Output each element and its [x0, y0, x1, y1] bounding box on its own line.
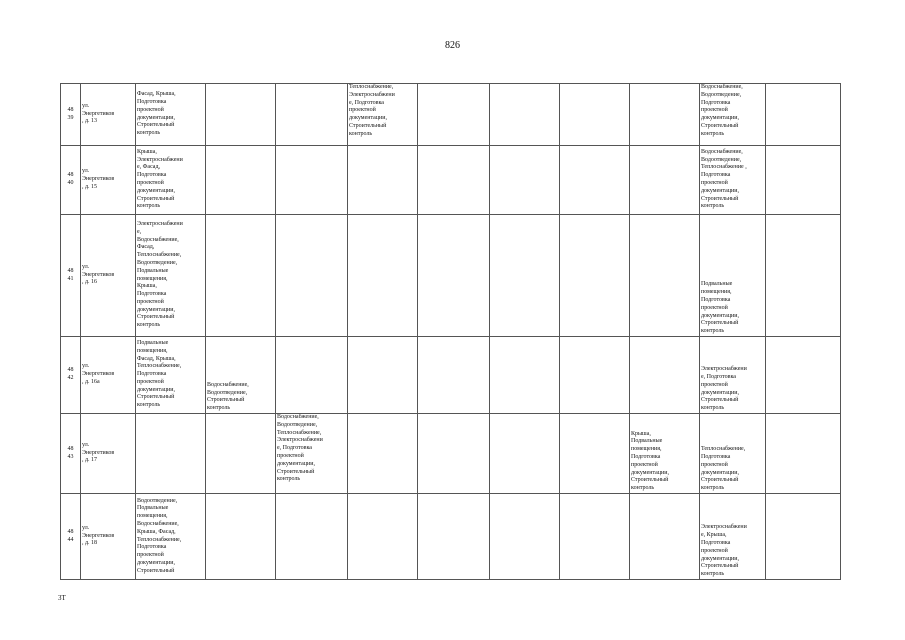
work-cell [418, 146, 490, 215]
work-cell [560, 84, 630, 146]
work-cell: Водоотведение, Подвальные помещения, Водоснабжение, Крыша, Фасад, Теплоснабжение, Подготовка проектной документации, Строительный [136, 494, 206, 580]
work-cell [276, 494, 348, 580]
work-cell [630, 146, 700, 215]
work-cell [766, 337, 841, 414]
work-cell [560, 414, 630, 494]
work-cell [418, 215, 490, 337]
work-cell [206, 215, 276, 337]
row-number: 48 42 [61, 337, 81, 414]
work-cell [490, 215, 560, 337]
work-cell [206, 146, 276, 215]
table-row [61, 494, 841, 580]
work-cell [418, 414, 490, 494]
row-number: 48 41 [61, 215, 81, 337]
work-cell [276, 146, 348, 215]
work-cell: Теплоснабжение, Электроснабжени е, Подготовка проектной документации, Строительный контроль [348, 84, 418, 146]
work-cell [630, 494, 700, 580]
work-cell: Крыша, Электроснабжени е, Фасад, Подготовка проектной документации, Строительный контроль [136, 146, 206, 215]
work-cell [276, 337, 348, 414]
work-cell [490, 84, 560, 146]
row-number: 48 44 [61, 494, 81, 580]
row-number: 48 39 [61, 84, 81, 146]
work-cell [490, 414, 560, 494]
work-cell [136, 414, 206, 494]
work-cell: Крыша, Подвальные помещения, Подготовка проектной документации, Строительный контроль [630, 414, 700, 494]
work-cell [206, 84, 276, 146]
work-cell [630, 337, 700, 414]
page-number: 826 [445, 40, 460, 51]
table-row [61, 414, 841, 494]
work-cell [560, 146, 630, 215]
work-cell [490, 146, 560, 215]
work-cell [766, 414, 841, 494]
address-cell: ул. Энергетиков , д. 18 [81, 494, 136, 580]
address-cell: ул. Энергетиков , д. 13 [81, 84, 136, 146]
work-cell [418, 84, 490, 146]
work-cell: Электроснабжени е, Крыша, Подготовка проектной документации, Строительный контроль [700, 494, 766, 580]
work-cell: Подвальные помещения, Фасад, Крыша, Теплоснабжение, Подготовка проектной документации, Строительный контроль [136, 337, 206, 414]
work-cell: Электроснабжени е, Водоснабжение, Фасад, Теплоснабжение, Водоотведение, Подвальные помещения, Крыша, Подготовка проектной документации, Строительный контроль [136, 215, 206, 337]
row-number: 48 43 [61, 414, 81, 494]
address-cell: ул. Энергетиков , д. 15 [81, 146, 136, 215]
work-cell [206, 494, 276, 580]
work-cell [206, 414, 276, 494]
work-cell [560, 215, 630, 337]
work-cell [348, 337, 418, 414]
footer-mark: 3Т [58, 594, 66, 602]
table-row [61, 337, 841, 414]
table-row [61, 84, 841, 146]
table-row [61, 146, 841, 215]
table-row [61, 215, 841, 337]
work-cell: Электроснабжени е, Подготовка проектной документации, Строительный контроль [700, 337, 766, 414]
work-cell [560, 337, 630, 414]
work-cell [348, 146, 418, 215]
work-cell [276, 215, 348, 337]
work-cell [348, 215, 418, 337]
work-cell [348, 494, 418, 580]
work-cell [276, 84, 348, 146]
work-cell [560, 494, 630, 580]
work-cell [418, 337, 490, 414]
work-cell [766, 84, 841, 146]
work-cell [766, 215, 841, 337]
work-cell [766, 494, 841, 580]
row-number: 48 40 [61, 146, 81, 215]
work-cell: Водоснабжение, Водоотведение, Теплоснабжение , Подготовка проектной документации, Строительный контроль [700, 146, 766, 215]
work-cell [766, 146, 841, 215]
work-cell [630, 215, 700, 337]
address-cell: ул. Энергетиков , д. 16 [81, 215, 136, 337]
work-cell [348, 414, 418, 494]
work-cell: Водоснабжение, Водоотведение, Подготовка проектной документации, Строительный контроль [700, 84, 766, 146]
address-cell: ул. Энергетиков , д. 16а [81, 337, 136, 414]
address-cell: ул. Энергетиков , д. 17 [81, 414, 136, 494]
work-cell: Подвальные помещения, Подготовка проектной документации, Строительный контроль [700, 215, 766, 337]
work-cell: Теплоснабжение, Подготовка проектной документации, Строительный контроль [700, 414, 766, 494]
work-cell [490, 494, 560, 580]
works-table [60, 83, 841, 580]
work-cell: Водоснабжение, Водоотведение, Теплоснабжение, Электроснабжени е, Подготовка проектной документации, Строительный контроль [276, 414, 348, 494]
work-cell [418, 494, 490, 580]
work-cell: Фасад, Крыша, Подготовка проектной документации, Строительный контроль [136, 84, 206, 146]
work-cell [490, 337, 560, 414]
work-cell [630, 84, 700, 146]
work-cell: Водоснабжение, Водоотведение, Строительный контроль [206, 337, 276, 414]
